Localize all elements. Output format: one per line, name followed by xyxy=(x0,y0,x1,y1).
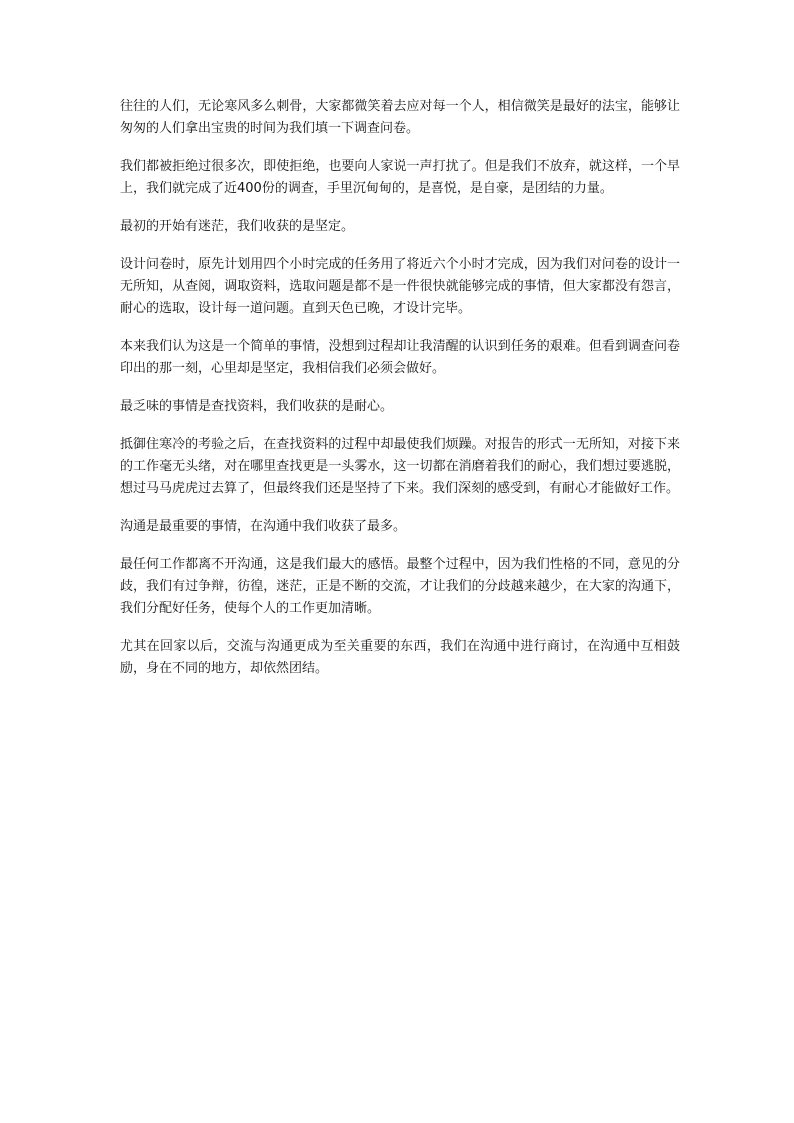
paragraph: 抵御住寒冷的考验之后，在查找资料的过程中却最使我们烦躁。对报告的形式一无所知，对接下来的工作毫无头绪，对在哪里查找更是一头雾水，这一切都在消磨着我们的耐心，我们想过要逃脱，想过马马虎虎过去算了，但最终我们还是坚持了下来。我们深刻的感受到，有耐心才能做好工作。 xyxy=(120,437,680,496)
paragraph: 我们都被拒绝过很多次，即使拒绝，也要向人家说一声打扰了。但是我们不放弃，就这样，一个早上，我们就完成了近400份的调查，手里沉甸甸的，是喜悦，是自豪，是团结的力量。 xyxy=(120,159,680,196)
paragraph: 本来我们认为这是一个简单的事情，没想到过程却让我清醒的认识到任务的艰难。但看到调查问卷印出的那一刻，心里却是坚定，我相信我们必须会做好。 xyxy=(120,339,680,376)
paragraph: 设计问卷时，原先计划用四个小时完成的任务用了将近六个小时才完成，因为我们对问卷的设计一无所知，从查阅，调取资料，选取问题是都不是一件很快就能够完成的事情，但大家都没有怨言，耐心的选取，设计每一道问题。直到天色已晚，才设计完毕。 xyxy=(120,257,680,316)
paragraph: 往往的人们，无论寒风多么刺骨，大家都微笑着去应对每一个人，相信微笑是最好的法宝，能够让匆匆的人们拿出宝贵的时间为我们填一下调查问卷。 xyxy=(120,99,680,136)
section-heading-paragraph: 最乏味的事情是查找资料，我们收获的是耐心。 xyxy=(120,399,394,414)
document-body xyxy=(120,96,680,696)
paragraph: 尤其在回家以后，交流与沟通更成为至关重要的东西，我们在沟通中进行商讨，在沟通中互相鼓励，身在不同的地方，却依然团结。 xyxy=(120,639,680,676)
paragraph: 最任何工作都离不开沟通，这是我们最大的感悟。最整个过程中，因为我们性格的不同，意见的分歧，我们有过争辩，彷徨，迷茫，正是不断的交流，才让我们的分歧越来越少，在大家的沟通下，我们分配好任务，使每个人的工作更加清晰。 xyxy=(120,557,680,616)
section-heading-paragraph: 沟通是最重要的事情，在沟通中我们收获了最多。 xyxy=(120,519,407,534)
section-heading-paragraph: 最初的开始有迷茫，我们收获的是坚定。 xyxy=(120,219,355,234)
